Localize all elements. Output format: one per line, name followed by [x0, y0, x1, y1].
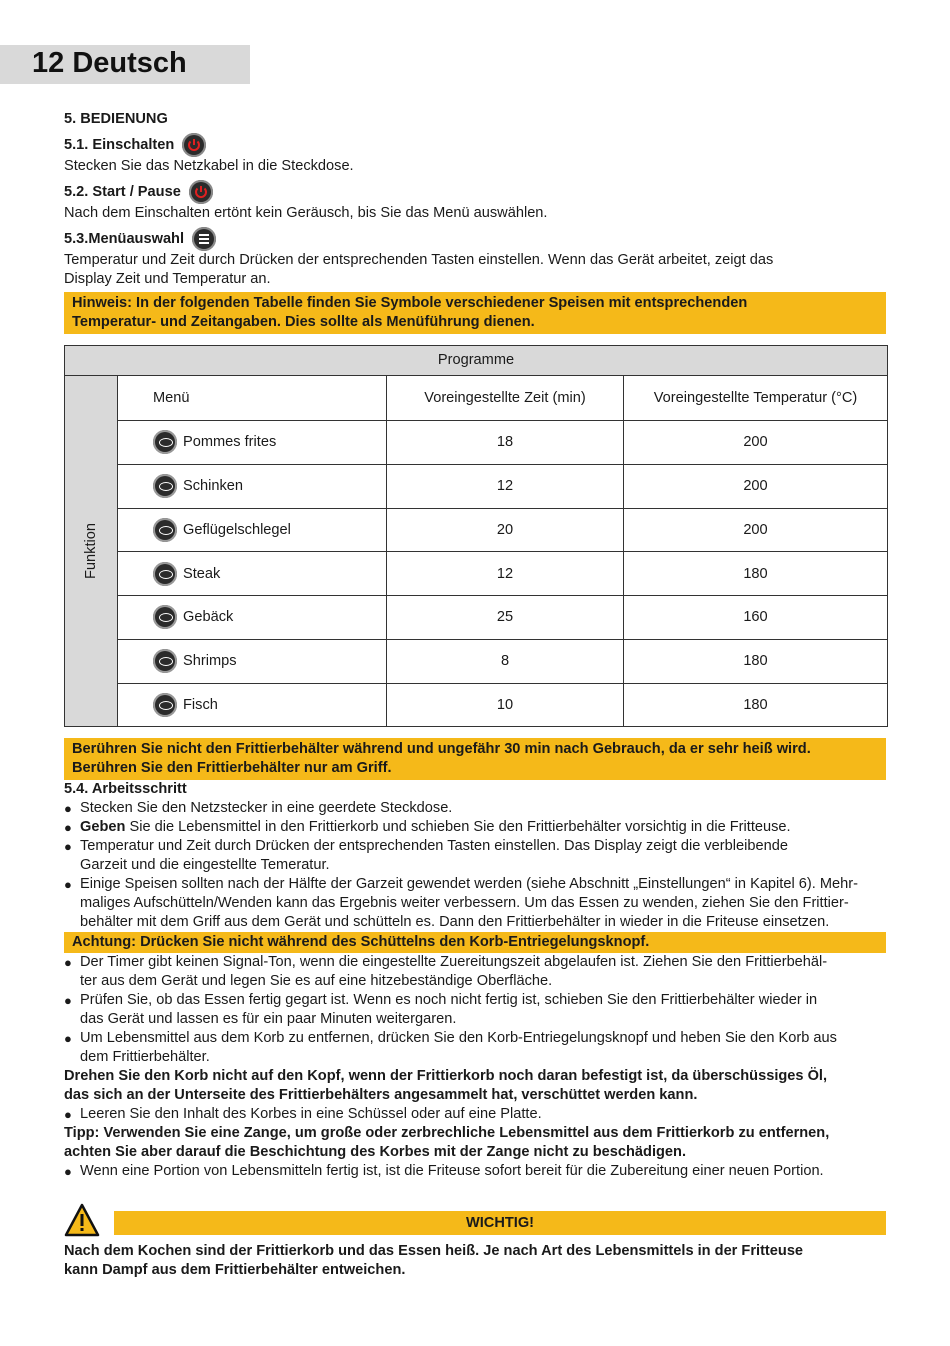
header-menu: Menü — [117, 376, 387, 420]
menu-select-title: 5.3.Menüauswahl — [64, 230, 185, 247]
temp-value: 200 — [743, 434, 768, 451]
list-item: ● Einige Speisen sollten nach der Hälfte der Garzeit gewendet werden (siehe Abschnitt „Einstellungen“ in Kapitel 6). Mehr- maliges Aufschütteln/Wenden kann das Ergebnis weiter verbessern. Um das Essen zu wenden, ziehen Sie den Frittier- behälter mit dem Griff aus dem Gerät und schütteln es. Dann den Frittierbehälter in wieder in die Friteuse einsetzen. — [64, 876, 858, 930]
bullet-icon: ● — [64, 955, 72, 970]
bullet-icon: ● — [64, 839, 72, 854]
table-header-row — [117, 376, 887, 420]
bullet-icon: ● — [64, 877, 72, 892]
list-item: ● Um Lebensmittel aus dem Korb zu entfernen, drücken Sie den Korb-Entriegelungsknopf und heben Sie den Korb aus dem Frittierbehälter. — [64, 1030, 837, 1065]
list-item: ● Geben Sie die Lebensmittel in den Frittierkorb und schieben Sie den Frittierbehälter vorsichtig in die Fritteuse. — [64, 819, 791, 835]
time-value: 25 — [387, 596, 624, 639]
menu-select-heading — [64, 227, 886, 251]
page-title: 12 Deutsch — [32, 47, 187, 79]
bullet-icon: ● — [64, 820, 72, 835]
time-value: 20 — [387, 509, 624, 552]
table-side-label-cell — [65, 376, 118, 726]
hot-warning-line-2: Berühren Sie den Frittierbehälter nur am Griff. — [72, 760, 392, 776]
time-value: 12 — [387, 552, 624, 595]
section-title: 5. BEDIENUNG — [64, 111, 168, 127]
menu-name: Fisch — [183, 696, 218, 713]
warning-triangle-icon — [64, 1203, 100, 1237]
bullet-icon: ● — [64, 993, 72, 1008]
steak-icon — [153, 562, 177, 586]
list-item: ● Wenn eine Portion von Lebensmitteln fertig ist, ist die Friteuse sofort bereit für die Zubereitung einer neuen Portion. — [64, 1163, 824, 1179]
switch-on-title: 5.1. Einschalten — [64, 136, 175, 153]
table-note-line-1: Hinweis: In der folgenden Tabelle finden Sie Symbole verschiedener Speisen mit entsprechenden — [72, 295, 748, 311]
fries-icon — [153, 430, 177, 454]
table-row — [117, 639, 887, 683]
switch-on-heading — [64, 133, 886, 157]
table-row — [117, 551, 887, 595]
tip-text: Tipp: Verwenden Sie eine Zange, um große oder zerbrechliche Lebensmittel aus dem Frittierkorb zu entfernen, achten Sie aber darauf die Beschichtung des Korbes mit der Zange nicht zu beschädigen. — [64, 1125, 830, 1160]
power-icon — [182, 133, 206, 157]
work-steps-section — [64, 738, 886, 1181]
menu-name: Shrimps — [183, 653, 237, 670]
menu-select-text-2: Display Zeit und Temperatur an. — [64, 271, 271, 287]
basket-warning: Drehen Sie den Korb nicht auf den Kopf, wenn der Frittierkorb noch daran befestigt ist, da überschüssiges Öl, das sich an der Unterseite des Frittierbehälters angesammelt hat, verschüttet werden kann. — [64, 1068, 828, 1103]
drumstick-icon — [153, 518, 177, 542]
table-note-line-2: Temperatur- und Zeitangaben. Dies sollte als Menüführung dienen. — [72, 314, 535, 330]
power-icon — [189, 180, 213, 204]
final-warning-line-1: Nach dem Kochen sind der Frittierkorb und das Essen heiß. Je nach Art des Lebensmittels in der Fritteuse — [64, 1243, 804, 1259]
table-title: Programme — [65, 346, 887, 376]
time-value: 18 — [387, 421, 624, 464]
work-steps-title: 5.4. Arbeitsschritt — [64, 781, 187, 797]
list-item: ● Stecken Sie den Netzstecker in eine geerdete Steckdose. — [64, 800, 453, 816]
operation-section — [64, 110, 886, 334]
fish-icon — [153, 693, 177, 717]
shrimp-icon — [153, 649, 177, 673]
table-row — [117, 420, 887, 464]
important-label: WICHTIG! — [114, 1211, 886, 1235]
menu-name: Geflügelschlegel — [183, 521, 291, 538]
page-header — [0, 45, 250, 84]
caution-note: Achtung: Drücken Sie nicht während des Schüttelns den Korb-Entriegelungsknopf. — [64, 932, 886, 953]
table-side-label: Funktion — [83, 523, 99, 579]
temp-value: 180 — [743, 565, 768, 582]
list-item: ● Leeren Sie den Inhalt des Korbes in eine Schüssel oder auf eine Platte. — [64, 1106, 542, 1122]
menu-name: Schinken — [183, 478, 244, 495]
table-row — [117, 683, 887, 727]
bullet-icon: ● — [64, 1107, 72, 1122]
bullet-icon: ● — [64, 801, 72, 816]
menu-name: Steak — [183, 565, 221, 582]
start-pause-heading — [64, 180, 886, 204]
final-warning — [64, 1242, 886, 1280]
start-pause-title: 5.2. Start / Pause — [64, 183, 181, 200]
list-item: ● Temperatur und Zeit durch Drücken der entsprechenden Tasten einstellen. Das Display zeigt die verbleibende Garzeit und die eingestellte Temeratur. — [64, 838, 788, 873]
bullet-icon: ● — [64, 1031, 72, 1046]
time-value: 8 — [387, 640, 624, 683]
list-item: ● Der Timer gibt keinen Signal-Ton, wenn die eingestellte Zuereitungszeit abgelaufen ist. Ziehen Sie den Frittierbehäl- ter aus dem Gerät und legen Sie es auf eine hitzebeständige Oberfläche. — [64, 954, 828, 989]
hot-warning-line-1: Berühren Sie nicht den Frittierbehälter während und ungefähr 30 min nach Gebrauch, da er sehr heiß wird. — [72, 741, 811, 757]
temp-value: 200 — [743, 478, 768, 495]
switch-on-text: Stecken Sie das Netzkabel in die Steckdose. — [64, 158, 354, 174]
temp-value: 200 — [743, 521, 768, 538]
list-item: ● Prüfen Sie, ob das Essen fertig gegart ist. Wenn es noch nicht fertig ist, schieben Sie den Frittierbehälter wieder in das Gerät und lassen es für ein paar Minuten weitergaren. — [64, 992, 818, 1027]
menu-icon — [192, 227, 216, 251]
time-value: 10 — [387, 684, 624, 727]
time-value: 12 — [387, 465, 624, 508]
temp-value: 180 — [743, 653, 768, 670]
menu-name: Pommes frites — [183, 434, 277, 451]
start-pause-text: Nach dem Einschalten ertönt kein Geräusch, bis Sie das Menü auswählen. — [64, 205, 548, 221]
header-time: Voreingestellte Zeit (min) — [387, 376, 624, 420]
cake-icon — [153, 605, 177, 629]
final-warning-line-2: kann Dampf aus dem Frittierbehälter entweichen. — [64, 1262, 406, 1278]
important-row — [64, 1203, 886, 1237]
header-temp: Voreingestellte Temperatur (°C) — [653, 390, 858, 406]
menu-name: Gebäck — [183, 609, 234, 626]
table-grid — [117, 376, 887, 726]
temp-value: 160 — [743, 609, 768, 626]
ham-icon — [153, 474, 177, 498]
table-row — [117, 595, 887, 639]
bullet-icon: ● — [64, 1164, 72, 1179]
table-row — [117, 464, 887, 508]
temp-value: 180 — [743, 696, 768, 713]
table-note — [64, 292, 886, 334]
program-table — [64, 345, 888, 727]
table-row — [117, 508, 887, 552]
hot-warning — [64, 738, 886, 780]
menu-select-text-1: Temperatur und Zeit durch Drücken der entsprechenden Tasten einstellen. Wenn das Gerät arbeitet, zeigt das — [64, 252, 774, 268]
